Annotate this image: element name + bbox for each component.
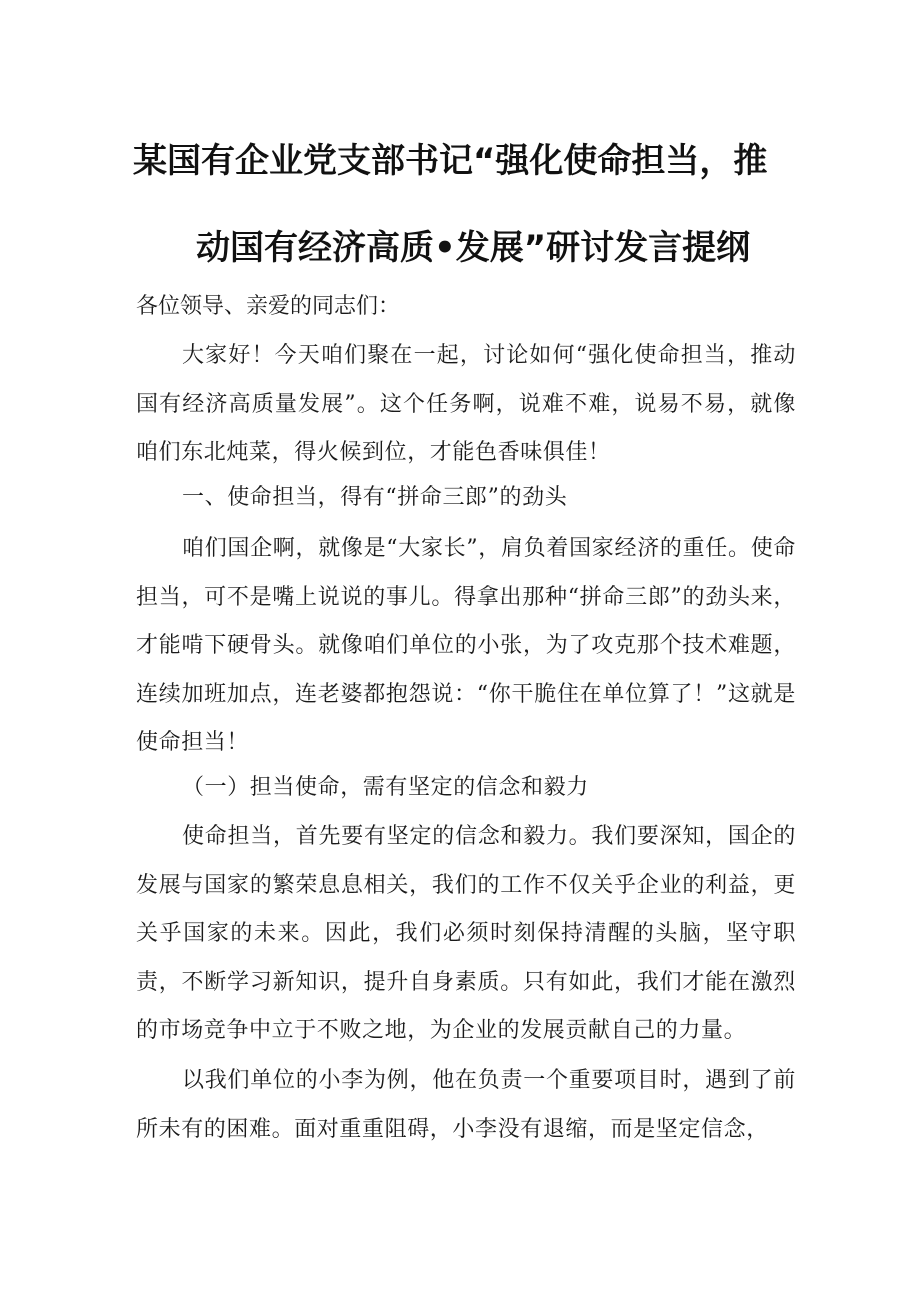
section-heading-1: 一、使命担当，得有“拼命三郎”的劲头 bbox=[182, 485, 568, 510]
paragraph-opening: 大家好！今天咱们聚在一起，讨论如何“强化使命担当，推动国有经济高质量发展”。这个任务啊，说难不难，说易不易，就像咱们东北炖菜，得火候到位，才能色香味俱佳！ bbox=[136, 343, 796, 465]
paragraph-subsection-1: 使命担当，首先要有坚定的信念和毅力。我们要深知，国企的发展与国家的繁荣息息相关，我们的工作不仅关乎企业的利益，更关乎国家的未来。因此，我们必须时刻保持清醒的头脑，坚守职责，不断学习新知识，提升自身素质。只有如此，我们才能在激烈的市场竞争中立于不败之地，为企业的发展贡献自己的力量。 bbox=[136, 824, 796, 1043]
salutation: 各位领导、亲爱的同志们： bbox=[136, 294, 401, 319]
subsection-heading-1: （一）担当使命，需有坚定的信念和毅力 bbox=[182, 775, 589, 800]
paragraph-section-1: 咱们国企啊，就像是“大家长”，肩负着国家经济的重任。使命担当，可不是嘴上说说的事儿。得拿出那种“拼命三郎”的劲头来，才能啃下硬骨头。就像咱们单位的小张，为了攻克那个技术难题，连续加班加点，连老婆都抱怨说：“你干脆住在单位算了！”这就是使命担当！ bbox=[136, 536, 796, 755]
document-title-line-2: 动国有经济高质•发展”研讨发言提纲 bbox=[196, 228, 751, 268]
document-title-line-1: 某国有企业党支部书记“强化使命担当，推 bbox=[133, 141, 768, 181]
paragraph-example: 以我们单位的小李为例，他在负责一个重要项目时，遇到了前所未有的困难。面对重重阻碍，小李没有退缩，而是坚定信念， bbox=[136, 1068, 796, 1142]
